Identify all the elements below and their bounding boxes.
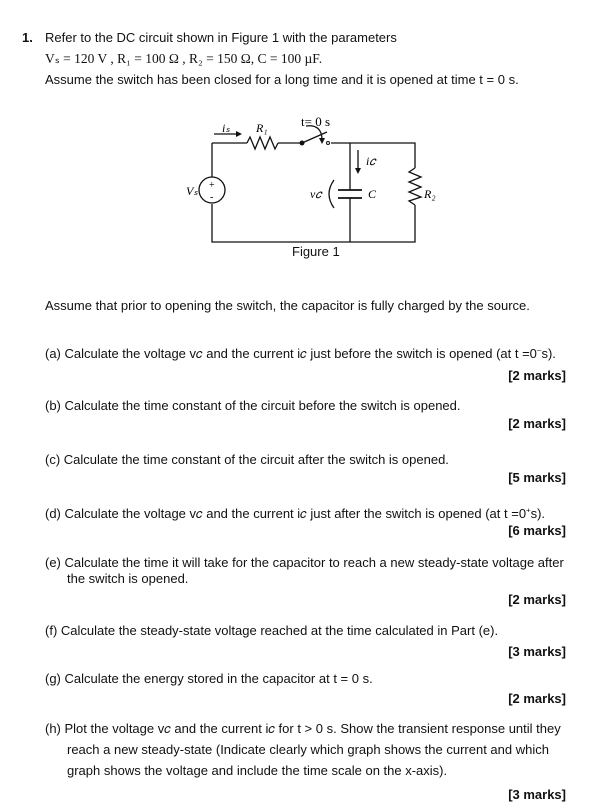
part-h-line2: reach a new steady-state (Indicate clearly which graph shows the current and which (67, 742, 549, 757)
question-assumption: Assume the switch has been closed for a long time and it is opened at time t = 0 s. (45, 72, 519, 87)
part-h-line1: (h) Plot the voltage v𝑐 and the current i𝑐 for t > 0 s. Show the transient response until they (45, 721, 561, 736)
vc-label: v𝑐 (310, 187, 322, 201)
resistor-r1 (247, 137, 278, 149)
source-minus: - (210, 192, 214, 203)
ic-label: i𝑐 (366, 154, 376, 168)
part-d-marks: [6 marks] (508, 523, 566, 538)
part-e-line2: the switch is opened. (67, 571, 189, 586)
figure-caption: Figure 1 (292, 244, 340, 259)
part-e-marks: [2 marks] (508, 592, 566, 607)
prior-assumption: Assume that prior to opening the switch, the capacitor is fully charged by the source. (45, 298, 530, 313)
part-a-text: (a) Calculate the voltage v𝑐 and the current i𝑐 just before the switch is opened (at t =0⁻s). (45, 346, 556, 361)
part-b-marks: [2 marks] (508, 416, 566, 431)
switch-time-label: t= 0 s (301, 114, 331, 129)
part-h-line3: graph shows the voltage and include the time scale on the x-axis). (67, 763, 448, 778)
part-g-text: (g) Calculate the energy stored in the capacitor at t = 0 s. (45, 671, 373, 686)
resistor-r2 (409, 168, 421, 205)
part-g-marks: [2 marks] (508, 691, 566, 706)
part-c-text: (c) Calculate the time constant of the circuit after the switch is opened. (45, 452, 449, 467)
source-plus: + (209, 180, 215, 191)
part-d-text: (d) Calculate the voltage v𝑐 and the current i𝑐 just after the switch is opened (at t =0⁺s). (45, 506, 546, 521)
part-f-marks: [3 marks] (508, 644, 566, 659)
switch-dot (300, 141, 305, 146)
vc-arc (329, 180, 334, 208)
c-label: C (368, 187, 377, 201)
part-f-text: (f) Calculate the steady-state voltage reached at the time calculated in Part (e). (45, 623, 499, 638)
part-h-marks: [3 marks] (508, 787, 566, 802)
question-params: Vₛ = 120 V , R₁ = 100 Ω , R₂ = 150 Ω, C = 100 µF. (45, 51, 323, 66)
r2-label: R₂ (424, 187, 436, 201)
part-a-marks: [2 marks] (508, 368, 566, 383)
is-label: iₛ (222, 121, 230, 135)
part-b-text: (b) Calculate the time constant of the circuit before the switch is opened. (45, 398, 461, 413)
part-c-marks: [5 marks] (508, 470, 566, 485)
question-intro: Refer to the DC circuit shown in Figure 1 with the parameters (45, 30, 397, 45)
circuit-diagram (0, 0, 611, 280)
question-number: 1. (22, 30, 33, 45)
part-e-line1: (e) Calculate the time it will take for the capacitor to reach a new steady-state voltage after (45, 555, 564, 570)
r1-label: R₁ (256, 121, 268, 135)
vs-label: Vₛ (186, 184, 198, 198)
